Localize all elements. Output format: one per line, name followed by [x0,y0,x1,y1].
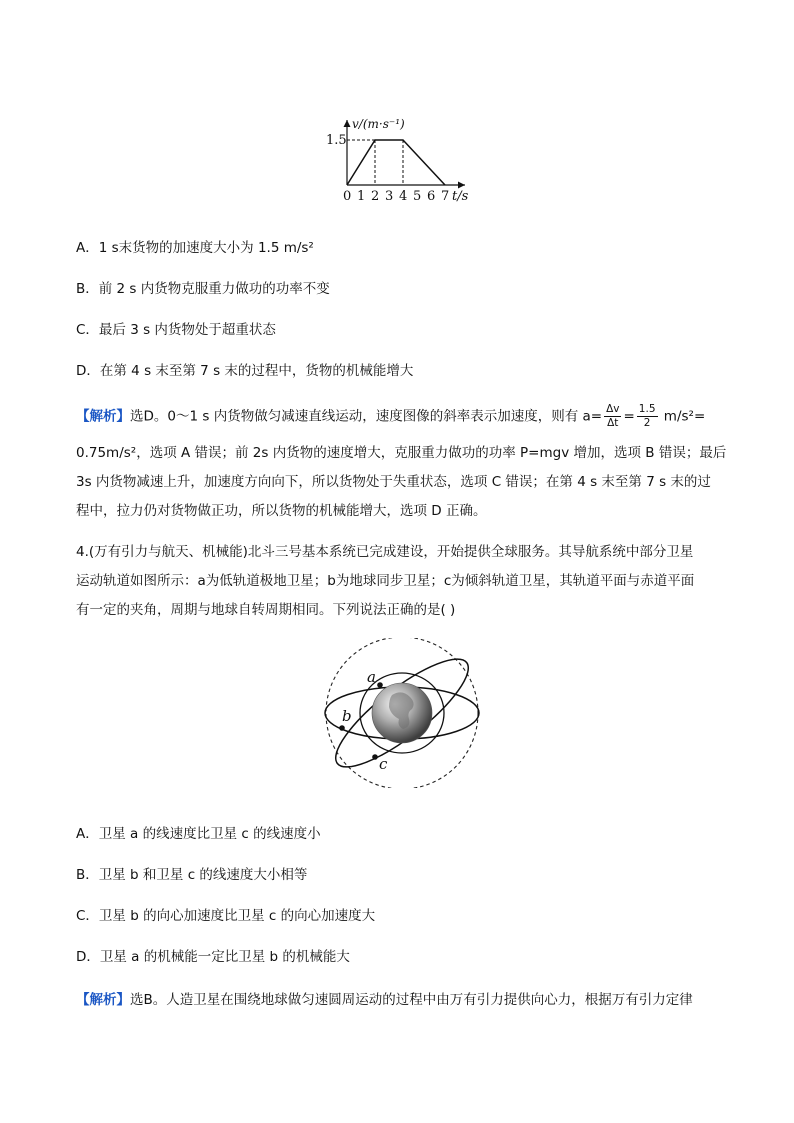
analysis-tag: 【解析】 [76,992,130,1008]
x-tick-label: 0 [343,189,352,204]
q4-stem-line-2: 运动轨道如图所示：a为低轨道极地卫星；b为地球同步卫星；c为倾斜轨道卫星，其轨道平面与赤道平面 [76,573,695,589]
x-tick-label: 5 [413,189,422,204]
q3-option-a: A．1 s末货物的加速度大小为 1.5 m/s² [76,240,314,256]
q3-analysis-line-1: 【解析】选D。0～1 s 内货物做匀减速直线运动，速度图像的斜率表示加速度，则有 a= $\frac{\Delta v}{\Delta t}$ = $\frac{1.5}{2}$ m/s²= [76,403,706,429]
x-axis-label: t/s [452,189,469,204]
q4-analysis-line-1 [76,988,693,1008]
q3-option-b: B．前 2 s 内货物克服重力做功的功率不变 [76,281,330,297]
fraction-delta-v-over-delta-t: $\frac{\Delta v}{\Delta t}$ [606,403,620,429]
label-c: c [379,755,388,773]
velocity-line [347,140,445,185]
q3-option-c: C．最后 3 s 内货物处于超重状态 [76,322,276,338]
x-tick-label: 2 [371,189,380,204]
y-axis-label: v/(m·s⁻¹) [352,117,405,131]
analysis-text: 选D。0～1 s 内货物做匀减速直线运动，速度图像的斜率表示加速度，则有 a= [130,408,603,425]
q4-option-d: D．卫星 a 的机械能一定比卫星 b 的机械能大 [76,949,350,965]
q3-analysis-line-2: 0.75m/s²，选项 A 错误；前 2s 内货物的速度增大，克服重力做功的功率 P=mgv 增加，选项 B 错误；最后 [76,445,727,461]
satellite-orbit-diagram [322,638,492,788]
axes [347,120,465,185]
x-tick-label: 1 [357,189,366,204]
label-a: a [367,668,376,686]
q4-stem-line-3: 有一定的夹角，周期与地球自转周期相同。下列说法正确的是( ) [76,602,456,618]
x-tick-label: 4 [399,189,408,204]
analysis-tag: 【解析】 [76,408,130,425]
analysis-text: 选B。人造卫星在围绕地球做匀速圆周运动的过程中由万有引力提供向心力，根据万有引力定律 [130,992,693,1008]
satellite-c-dot [372,754,378,760]
satellite-a-dot [377,682,383,688]
q3-analysis-line-4: 程中，拉力仍对货物做正功，所以货物的机械能增大，选项 D 正确。 [76,503,487,519]
label-b: b [342,707,352,725]
q4-stem-line-1: 4.(万有引力与航天、机械能)北斗三号基本系统已完成建设，开始提供全球服务。其导航系统中部分卫星 [76,544,694,560]
x-tick-label: 6 [427,189,436,204]
y-tick-label: 1.5 [326,133,347,148]
x-tick-label: 3 [385,189,394,204]
q4-option-a: A．卫星 a 的线速度比卫星 c 的线速度小 [76,826,321,842]
x-tick-label: 7 [441,189,450,204]
q3-option-d: D．在第 4 s 末至第 7 s 末的过程中，货物的机械能增大 [76,363,414,379]
q4-option-b: B．卫星 b 和卫星 c 的线速度大小相等 [76,867,308,883]
satellite-b-dot [339,725,345,731]
q4-option-c: C．卫星 b 的向心加速度比卫星 c 的向心加速度大 [76,908,376,924]
q3-analysis-line-3: 3s 内货物减速上升，加速度方向向下，所以货物处于失重状态，选项 C 错误；在第 4 s 末至第 7 s 末的过 [76,474,711,490]
fraction-value: $\frac{1.5}{2}$ [638,403,656,429]
